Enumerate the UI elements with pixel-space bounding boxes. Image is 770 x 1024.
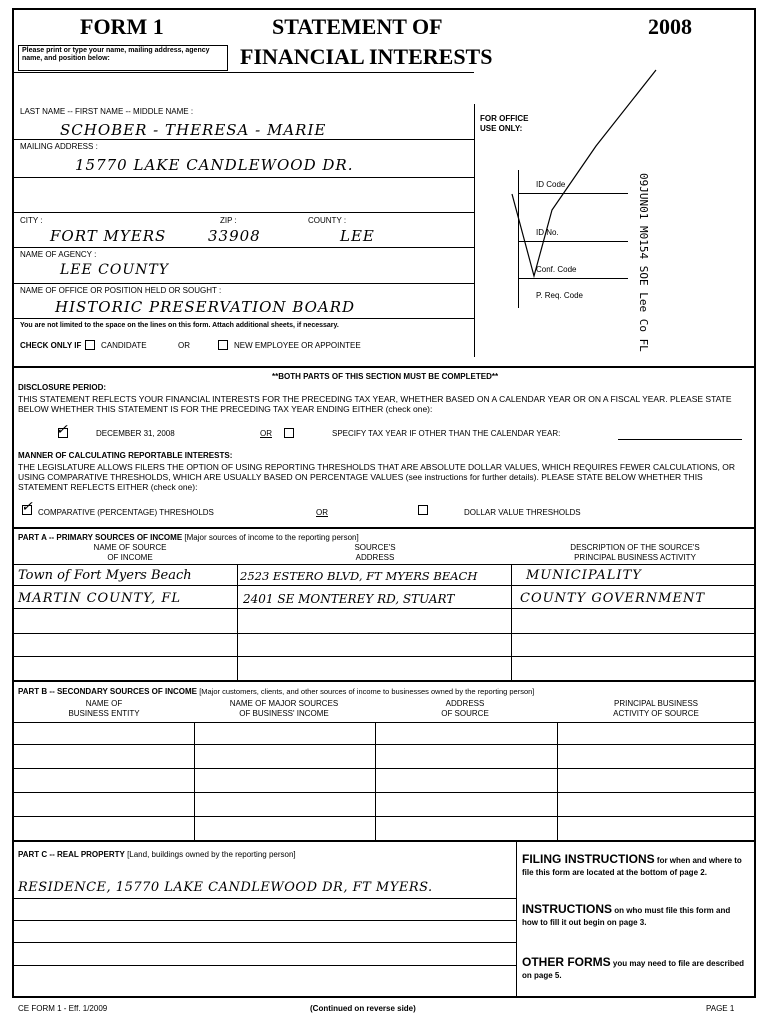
part-c-subtitle: [Land, buildings owned by the reporting person] xyxy=(127,850,296,859)
part-b-head-line xyxy=(14,722,756,723)
specify-label: SPECIFY TAX YEAR IF OTHER THAN THE CALENDAR YEAR: xyxy=(332,429,561,438)
checkmark-mark xyxy=(500,50,700,320)
candidate-label: CANDIDATE xyxy=(101,341,147,350)
other-forms-head: OTHER FORMS xyxy=(522,955,611,969)
part-a-top-line xyxy=(14,527,756,529)
footer-continued: (Continued on reverse side) xyxy=(310,1004,416,1013)
position-label: NAME OF OFFICE OR POSITION HELD OR SOUGHT : xyxy=(20,286,222,295)
part-a-col3-line1: DESCRIPTION OF THE SOURCE'S xyxy=(570,543,700,552)
specify-line xyxy=(618,439,742,440)
part-a-row-line-1 xyxy=(14,585,756,586)
dollar-label: DOLLAR VALUE THRESHOLDS xyxy=(464,508,581,517)
footer-form-id: CE FORM 1 - Eff. 1/2009 xyxy=(18,1004,108,1013)
part-b-col-div-3 xyxy=(557,722,558,840)
part-b-col-div-1 xyxy=(194,722,195,840)
part-b-col4-head xyxy=(557,700,755,718)
part-a-col1-line1: NAME OF SOURCE xyxy=(93,543,167,552)
candidate-or: OR xyxy=(178,341,190,350)
part-b-row-line-3 xyxy=(14,792,756,793)
form-year: 2008 xyxy=(648,14,692,39)
part-b-col4-line1: PRINCIPAL BUSINESS xyxy=(613,699,699,708)
new-employee-checkbox[interactable] xyxy=(218,340,228,350)
part-a-col-div-2 xyxy=(511,564,512,680)
part-b-subtitle: [Major customers, clients, and other sources of income to businesses owned by the reporting person] xyxy=(199,687,535,696)
new-employee-label: NEW EMPLOYEE OR APPOINTEE xyxy=(234,341,361,350)
part-b-col1-head xyxy=(14,700,194,718)
check-only-if: CHECK ONLY IF xyxy=(20,341,82,350)
part-a-col2-head xyxy=(240,544,510,562)
county-value[interactable]: LEE xyxy=(340,227,375,245)
part-a-col2-line1: SOURCE'S xyxy=(354,543,396,552)
dec31-label: DECEMBER 31, 2008 xyxy=(96,429,175,438)
candidate-checkbox[interactable] xyxy=(85,340,95,350)
period-title: DISCLOSURE PERIOD: xyxy=(18,383,107,392)
zip-label: ZIP : xyxy=(220,216,237,225)
part-b-title: PART B -- SECONDARY SOURCES OF INCOME xyxy=(18,687,197,696)
disclosure-top-line xyxy=(14,366,756,368)
part-b-col4-line2: ACTIVITY OF SOURCE xyxy=(613,709,699,718)
part-a-col3-line2: PRINCIPAL BUSINESS ACTIVITY xyxy=(574,553,696,562)
part-c-row-line-2 xyxy=(14,920,516,921)
name-line xyxy=(14,139,474,140)
instructions-head: INSTRUCTIONS xyxy=(522,902,612,916)
part-a-r2-address[interactable]: 2401 SE MONTEREY RD, STUART xyxy=(243,592,455,606)
space-note: You are not limited to the space on the lines on this form. Attach additional sheets, if necessary. xyxy=(20,322,339,329)
part-b-top-line xyxy=(14,680,756,682)
part-a-subtitle: [Major sources of income to the reporting person] xyxy=(184,533,359,542)
dollar-checkbox[interactable] xyxy=(418,505,428,515)
manner-title: MANNER OF CALCULATING REPORTABLE INTERESTS: xyxy=(18,451,233,460)
address-label: MAILING ADDRESS : xyxy=(20,142,98,151)
part-a-col2-line2: ADDRESS xyxy=(355,553,395,562)
address-value[interactable]: 15770 LAKE CANDLEWOOD DR. xyxy=(75,156,354,174)
instructions-text: on who must file this form and how to fill it out begin on page 3. xyxy=(522,906,731,927)
conf-code-label: Conf. Code xyxy=(536,265,577,274)
manner-or: OR xyxy=(316,508,328,517)
part-b-row-line-4 xyxy=(14,816,756,817)
period-text: THIS STATEMENT REFLECTS YOUR FINANCIAL INTERESTS FOR THE PRECEDING TAX YEAR, WHETHER BASED ON A CALENDAR YEAR OR ON A FISCAL YEAR. PLEASE STATE BELOW WHETHER THIS STATEMENT IS FOR THE PRECEDING TAX YEAR ENDING EITHER (check one): xyxy=(18,394,732,415)
both-parts-note: **BOTH PARTS OF THIS SECTION MUST BE COMPLETED** xyxy=(272,372,499,381)
part-b-col1-line1: NAME OF xyxy=(85,699,123,708)
preq-code-label: P. Req. Code xyxy=(536,291,583,300)
part-b-col2-line2: OF BUSINESS' INCOME xyxy=(239,709,329,718)
zip-value[interactable]: 33908 xyxy=(208,227,261,245)
part-b-col3-line2: OF SOURCE xyxy=(441,709,489,718)
instructions-block xyxy=(522,902,748,928)
filing-instructions-block xyxy=(522,852,748,878)
part-b-col-div-2 xyxy=(375,722,376,840)
city-line xyxy=(14,247,474,248)
part-a-r1-name[interactable]: Town of Fort Myers Beach xyxy=(18,568,192,583)
part-a-col3-head xyxy=(515,544,755,562)
office-use-title-1: FOR OFFICE xyxy=(480,114,529,123)
address-line-2 xyxy=(14,212,474,213)
form-number: FORM 1 xyxy=(80,14,164,39)
part-a-r2-name[interactable]: MARTIN COUNTY, FL xyxy=(18,591,182,606)
filing-instructions-text: for when and where to file this form are located at the bottom of page 2. xyxy=(522,856,742,877)
part-b-col1-line2: BUSINESS ENTITY xyxy=(68,709,140,718)
part-c-right-border xyxy=(516,840,517,998)
position-line xyxy=(14,318,474,319)
part-c-title-row xyxy=(18,851,296,859)
part-b-title-row xyxy=(18,688,534,696)
other-forms-block xyxy=(522,955,748,981)
title-line2: FINANCIAL INTERESTS xyxy=(240,44,493,69)
id-code-label: ID Code xyxy=(536,180,566,189)
position-value[interactable]: HISTORIC PRESERVATION BOARD xyxy=(55,298,356,316)
print-instructions: Please print or type your name, mailing address, agency name, and position below: xyxy=(22,47,210,62)
part-c-top-line xyxy=(14,840,756,842)
part-b-col2-head xyxy=(194,700,374,718)
name-value[interactable]: SCHOBER - THERESA - MARIE xyxy=(60,121,327,139)
other-forms-text: you may need to file are described on page 5. xyxy=(522,959,745,980)
comparative-label: COMPARATIVE (PERCENTAGE) THRESHOLDS xyxy=(38,508,214,517)
part-c-title: PART C -- REAL PROPERTY xyxy=(18,850,125,859)
part-b-row-line-2 xyxy=(14,768,756,769)
dec31-check-mark: ✓ xyxy=(56,422,69,438)
part-a-row-line-2 xyxy=(14,608,756,609)
part-a-r2-activity[interactable]: COUNTY GOVERNMENT xyxy=(520,591,706,606)
title-line1: STATEMENT OF xyxy=(272,14,443,39)
comparative-check-mark: ✓ xyxy=(21,499,34,515)
part-a-col1-head xyxy=(30,544,230,562)
period-or: OR xyxy=(260,429,272,438)
agency-value[interactable]: LEE COUNTY xyxy=(60,262,170,278)
agency-label: NAME OF AGENCY : xyxy=(20,250,97,259)
part-b-col2-line1: NAME OF MAJOR SOURCES xyxy=(229,699,339,708)
filer-right-border xyxy=(474,104,475,357)
part-a-head-line xyxy=(14,564,756,565)
part-c-row-line-1 xyxy=(14,898,516,899)
part-a-title: PART A -- PRIMARY SOURCES OF INCOME xyxy=(18,533,183,542)
part-a-row-line-3 xyxy=(14,633,756,634)
part-a-r1-activity[interactable]: MUNICIPALITY xyxy=(526,568,642,583)
city-value[interactable]: FORT MYERS xyxy=(50,227,167,245)
footer-page: PAGE 1 xyxy=(706,1004,735,1013)
part-a-r1-address[interactable]: 2523 ESTERO BLVD, FT MYERS BEACH xyxy=(240,569,478,583)
filer-top-line xyxy=(14,72,474,73)
office-use-title-2: USE ONLY: xyxy=(480,124,523,133)
name-label: LAST NAME -- FIRST NAME -- MIDDLE NAME : xyxy=(20,107,194,116)
part-a-col-div-1 xyxy=(237,564,238,680)
received-stamp: 09JUN01 M0154 SOE Lee Co FL xyxy=(637,173,650,352)
city-label: CITY : xyxy=(20,216,43,225)
id-no-label: ID No. xyxy=(536,228,559,237)
part-a-title-row xyxy=(18,534,359,542)
manner-text: THE LEGISLATURE ALLOWS FILERS THE OPTION OF USING REPORTING THRESHOLDS THAT ARE ABSOLUTE DOLLAR VALUES, WHICH REQUIRES FEWER CALCULATIONS, OR USING COMPARATIVE THRESHOLDS, WHICH ARE USUALLY BASED ON PERCENTAGE VALUES (see instructions for further details). PLEASE STATE BELOW WHETHER THIS STATEMENT REFLECTS EITHER (check one): xyxy=(18,462,735,493)
part-c-row-line-4 xyxy=(14,965,516,966)
part-c-row-line-3 xyxy=(14,942,516,943)
part-b-col3-head xyxy=(375,700,555,718)
specify-checkbox[interactable] xyxy=(284,428,294,438)
filing-instructions-head: FILING INSTRUCTIONS xyxy=(522,852,655,866)
county-label: COUNTY : xyxy=(308,216,347,225)
agency-line xyxy=(14,283,474,284)
part-b-col3-line1: ADDRESS xyxy=(445,699,485,708)
part-a-col1-line2: OF INCOME xyxy=(107,553,153,562)
part-a-row-line-4 xyxy=(14,656,756,657)
part-c-row1[interactable]: RESIDENCE, 15770 LAKE CANDLEWOOD DR, FT MYERS. xyxy=(18,880,433,895)
part-b-row-line-1 xyxy=(14,744,756,745)
address-line xyxy=(14,177,474,178)
